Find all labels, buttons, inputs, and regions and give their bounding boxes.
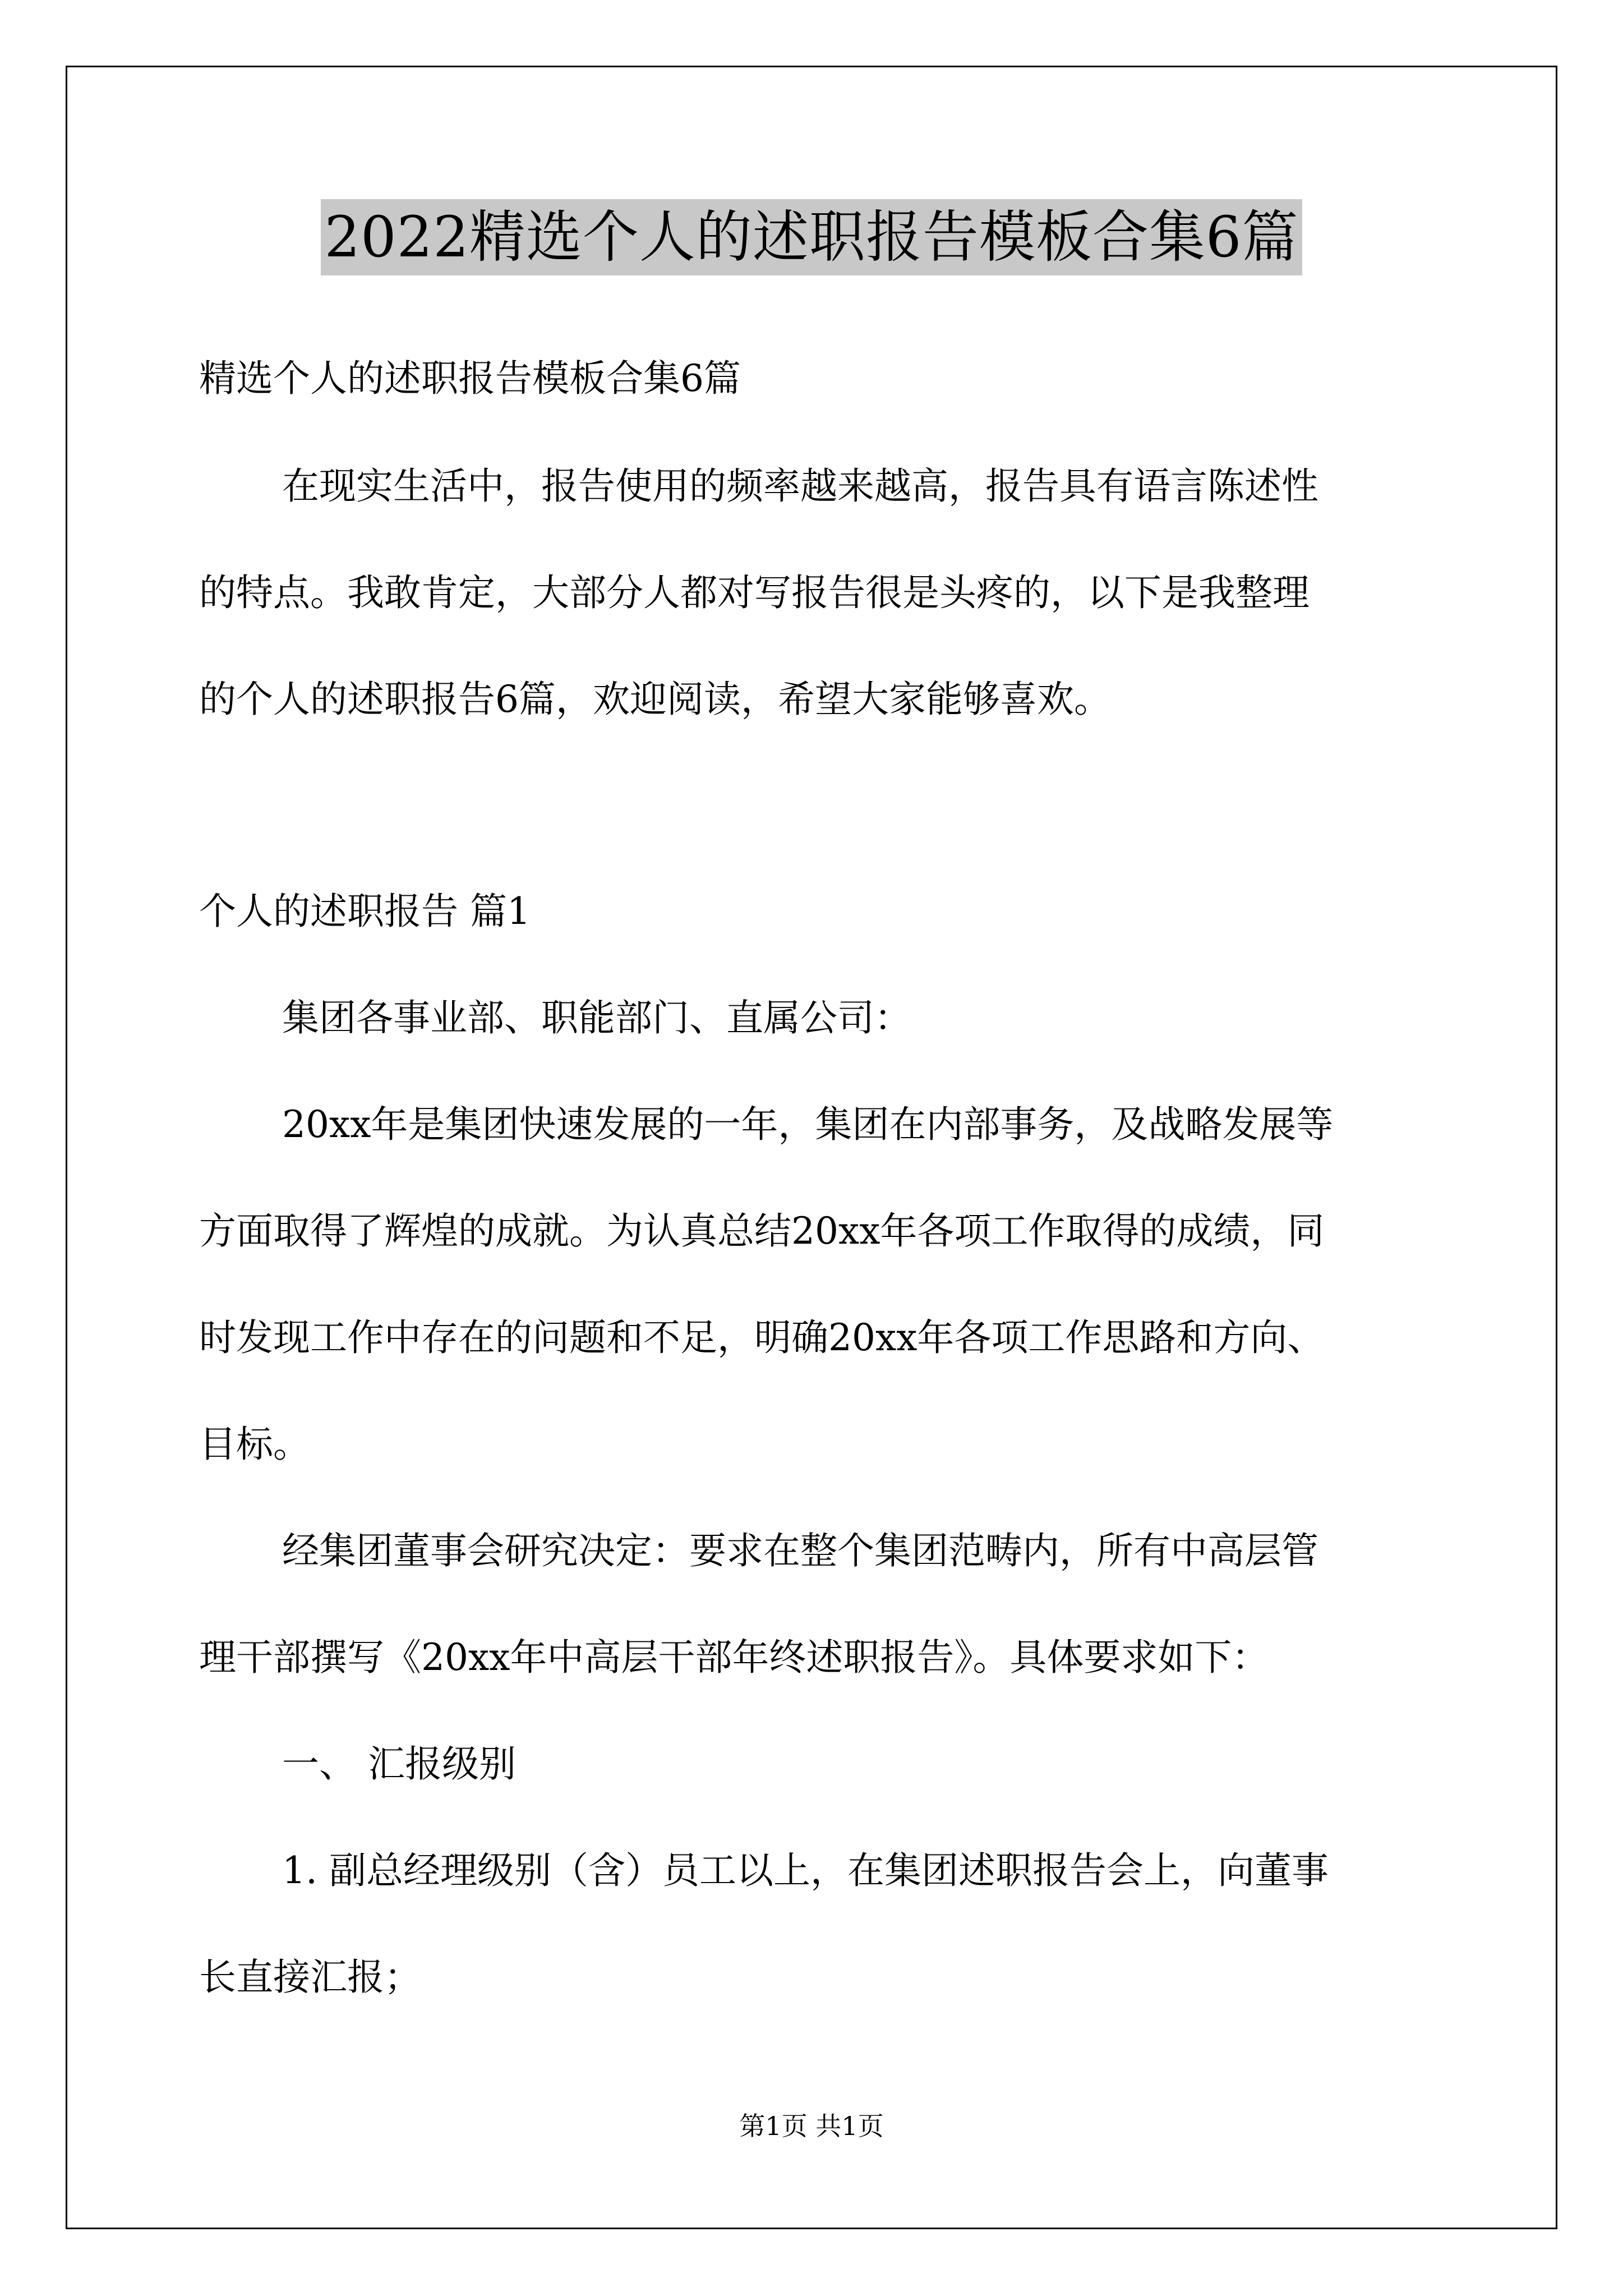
body-line-1: 集团各事业部、职能部门、直属公司：	[282, 996, 911, 1039]
title-container	[0, 199, 1623, 275]
page-footer: 第1页 共1页	[739, 2111, 884, 2141]
body-line-7: 理干部撰写《20xx年中高层干部年终述职报告》。具体要求如下：	[199, 1636, 1269, 1679]
intro-line-3: 的个人的述职报告6篇，欢迎阅读，希望大家能够喜欢。	[199, 678, 1111, 721]
section-heading: 个人的述职报告 篇1	[199, 890, 531, 933]
intro-line-2: 的特点。我敢肯定，大部分人都对写报告很是头疼的，以下是我整理	[199, 571, 1310, 614]
body-line-10: 长直接汇报；	[199, 1955, 421, 1999]
body-line-2: 20xx年是集团快速发展的一年，集团在内部事务，及战略发展等	[282, 1103, 1334, 1146]
document-subtitle: 精选个人的述职报告模板合集6篇	[199, 357, 741, 400]
body-line-3: 方面取得了辉煌的成就。为认真总结20xx年各项工作取得的成绩，同	[199, 1209, 1325, 1253]
body-line-9: 1. 副总经理级别（含）员工以上，在集团述职报告会上，向董事	[282, 1849, 1329, 1892]
body-line-5: 目标。	[199, 1423, 310, 1466]
body-line-4: 时发现工作中存在的问题和不足，明确20xx年各项工作思路和方向、	[199, 1316, 1325, 1359]
body-line-8: 一、 汇报级别	[282, 1742, 516, 1786]
document-title: 2022精选个人的述职报告模板合集6篇	[321, 199, 1302, 275]
intro-line-1: 在现实生活中，报告使用的频率越来越高，报告具有语言陈述性	[282, 464, 1318, 508]
body-line-6: 经集团董事会研究决定：要求在整个集团范畴内，所有中高层管	[282, 1529, 1318, 1572]
